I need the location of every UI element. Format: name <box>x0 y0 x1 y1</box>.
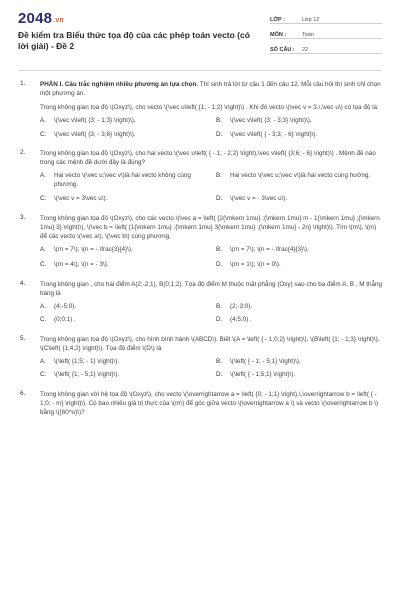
question-number: 2. <box>20 149 26 156</box>
question-3 <box>18 214 382 270</box>
site-logo[interactable]: 2048.vn <box>18 10 64 27</box>
question-4 <box>18 280 382 325</box>
option-d[interactable]: D. (4;5;0) . <box>216 316 252 323</box>
option-d[interactable]: D. \(\vec v\left( { - 3;3; - 6} \right)\). <box>216 130 318 138</box>
option-d[interactable]: D. \(m = 1\); \(n = 0\). <box>216 261 281 268</box>
meta-class-row <box>270 12 382 24</box>
question-text: Trong không gian tọa độ \(Oxyz\), cho hình bình hành \(ABCD\). Biết \(A = \left( { - 1;0;2} \right)\), \(B\left( {1; - 1;3} \right)\), \(C\left( {1;4;2} \right)\). Tọa độ điểm \(D\) là <box>40 335 380 352</box>
header <box>18 10 382 66</box>
header-divider <box>18 70 382 71</box>
option-b[interactable]: B. (2;-3;0). <box>216 302 253 310</box>
question-5 <box>18 335 382 380</box>
exam-meta <box>270 12 382 57</box>
question-text: Trong không gian , cho hai điểm A(2;-2;1), B(0;1;2). Tọa độ điểm M thuộc mặt phẳng (Oxy) sao cho ba điểm A, B , M thẳng hàng là <box>40 280 382 297</box>
option-a[interactable]: A. \(\vec v\left( {3; - 1;3} \right)\). <box>40 117 136 124</box>
question-text: Trong không gian với hệ tọa độ \(Oxyz\), cho vecto \(\overrightarrow a = \left( {0; - 1;1} \right),\,\overrightarrow b = \left( { - 1;0; - m} \right)\). Có bao nhiêu giá trị thực của \(m\) để góc giữa vecto \(\overrightarrow a \) và vecto \(\overrightarrow b \) bằng \({60^o}\)? <box>40 390 379 416</box>
meta-count-row <box>270 42 382 54</box>
meta-value: 22 <box>302 47 309 53</box>
question-text: Trong không gian tọa độ \(Oxyz\), cho hai vecto \(\vec u\left( { - 1; - 2;2} \right),\vec v\left( {3;6; - 6} \right)\) . Mệnh đề nào trong các mệnh đề dưới đây là đúng? <box>40 150 376 166</box>
option-list <box>40 172 382 204</box>
meta-label: SỐ CÂU : <box>270 47 295 53</box>
question-text: Trong không gian tọa độ \(Oxyz\), cho vecto \(\vec u\left( {1; - 1;2} \right)\) . Khi đó vecto \(\vec v = 3.\,\vec u\) có tọa độ là: <box>40 104 379 111</box>
option-b[interactable]: B. \(m = 7\); \(n = - \frac{4}{3}\). <box>216 245 309 253</box>
option-list <box>40 117 382 139</box>
option-b[interactable]: B. \(\vec v\left( {3; - 3;3} \right)\). <box>216 117 312 124</box>
question-number: 5. <box>20 334 26 342</box>
question-text: Trong không gian tọa độ \(Oxyz\), cho các vecto \(\vec a = \left( {2{\mkern 1mu} ;{\mkern 1mu} m - 1{\mkern 1mu} ;{\mkern 1mu} 3} \right)\), \(\vec b = \left( {1{\mkern 1mu} ;{\mkern 1mu} 3{\mkern 1mu} ;{\mkern 1mu} - 2n} \right)\). Tìm \(m\), \(n\) để các vecto \(\vec a\), \(\vec b\) cùng phương. <box>40 214 380 240</box>
option-list <box>40 246 382 270</box>
meta-label: LỚP : <box>270 17 285 23</box>
question-1 <box>18 80 382 139</box>
option-c[interactable]: C. \(m = 4\); \(n = - 3\). <box>40 261 109 268</box>
option-a[interactable]: A. Hai vecto \(\vec u;\vec v\)là hai vecto không cùng phương. <box>40 172 191 188</box>
meta-subject-row <box>270 27 382 39</box>
option-a[interactable]: A. \(\left( {1;5; - 1} \right)\). <box>40 357 120 365</box>
option-list <box>40 358 382 380</box>
option-c[interactable]: C. \(\vec v = 3\vec u\). <box>40 195 108 202</box>
page-title: Đề kiểm tra Biểu thức tọa độ của các phép toán vecto (có lời giải) - Đề 2 <box>18 30 250 51</box>
question-list <box>18 80 382 427</box>
question-text: PHẦN I. Câu trắc nghiệm nhiều phương án lựa chọn. Thí sinh trả lời từ câu 1 đến câu 12. Mỗi câu hỏi thí sinh chỉ chọn một phương án. <box>40 81 381 97</box>
question-number: 3. <box>20 213 26 221</box>
option-c[interactable]: C. \(\left( {1; - 5;1} \right)\). <box>40 371 120 378</box>
question-2 <box>18 149 382 204</box>
option-c[interactable]: C. (0;0;1) . <box>40 316 76 323</box>
meta-value: Lớp 12 <box>302 17 320 23</box>
question-number: 4. <box>20 279 26 287</box>
option-c[interactable]: C. \(\vec v\left( {3; - 3;6} \right)\). <box>40 130 136 138</box>
option-b[interactable]: B. Hai vecto \(\vec u;\vec v\)là hai vecto cùng hướng. <box>216 172 371 179</box>
option-a[interactable]: A. (4;-5;0). <box>40 302 77 310</box>
option-d[interactable]: D. \(\left( { - 1;5;1} \right)\). <box>216 371 296 378</box>
option-a[interactable]: A. \(m = 7\); \(n = - \frac{3}{4}\). <box>40 245 133 253</box>
option-d[interactable]: D. \(\vec v = - 3\vec u\). <box>216 195 288 202</box>
meta-label: MÔN : <box>270 32 287 38</box>
meta-value: Toán <box>302 32 314 38</box>
section-heading: PHẦN I. Câu trắc nghiệm nhiều phương án lựa chọn. <box>40 81 199 88</box>
question-number: 1. <box>20 80 26 87</box>
option-list <box>40 303 382 325</box>
option-b[interactable]: B. \(\left( { - 1; - 5;1} \right)\). <box>216 357 301 365</box>
question-6 <box>18 390 382 417</box>
question-number: 6. <box>20 389 26 397</box>
